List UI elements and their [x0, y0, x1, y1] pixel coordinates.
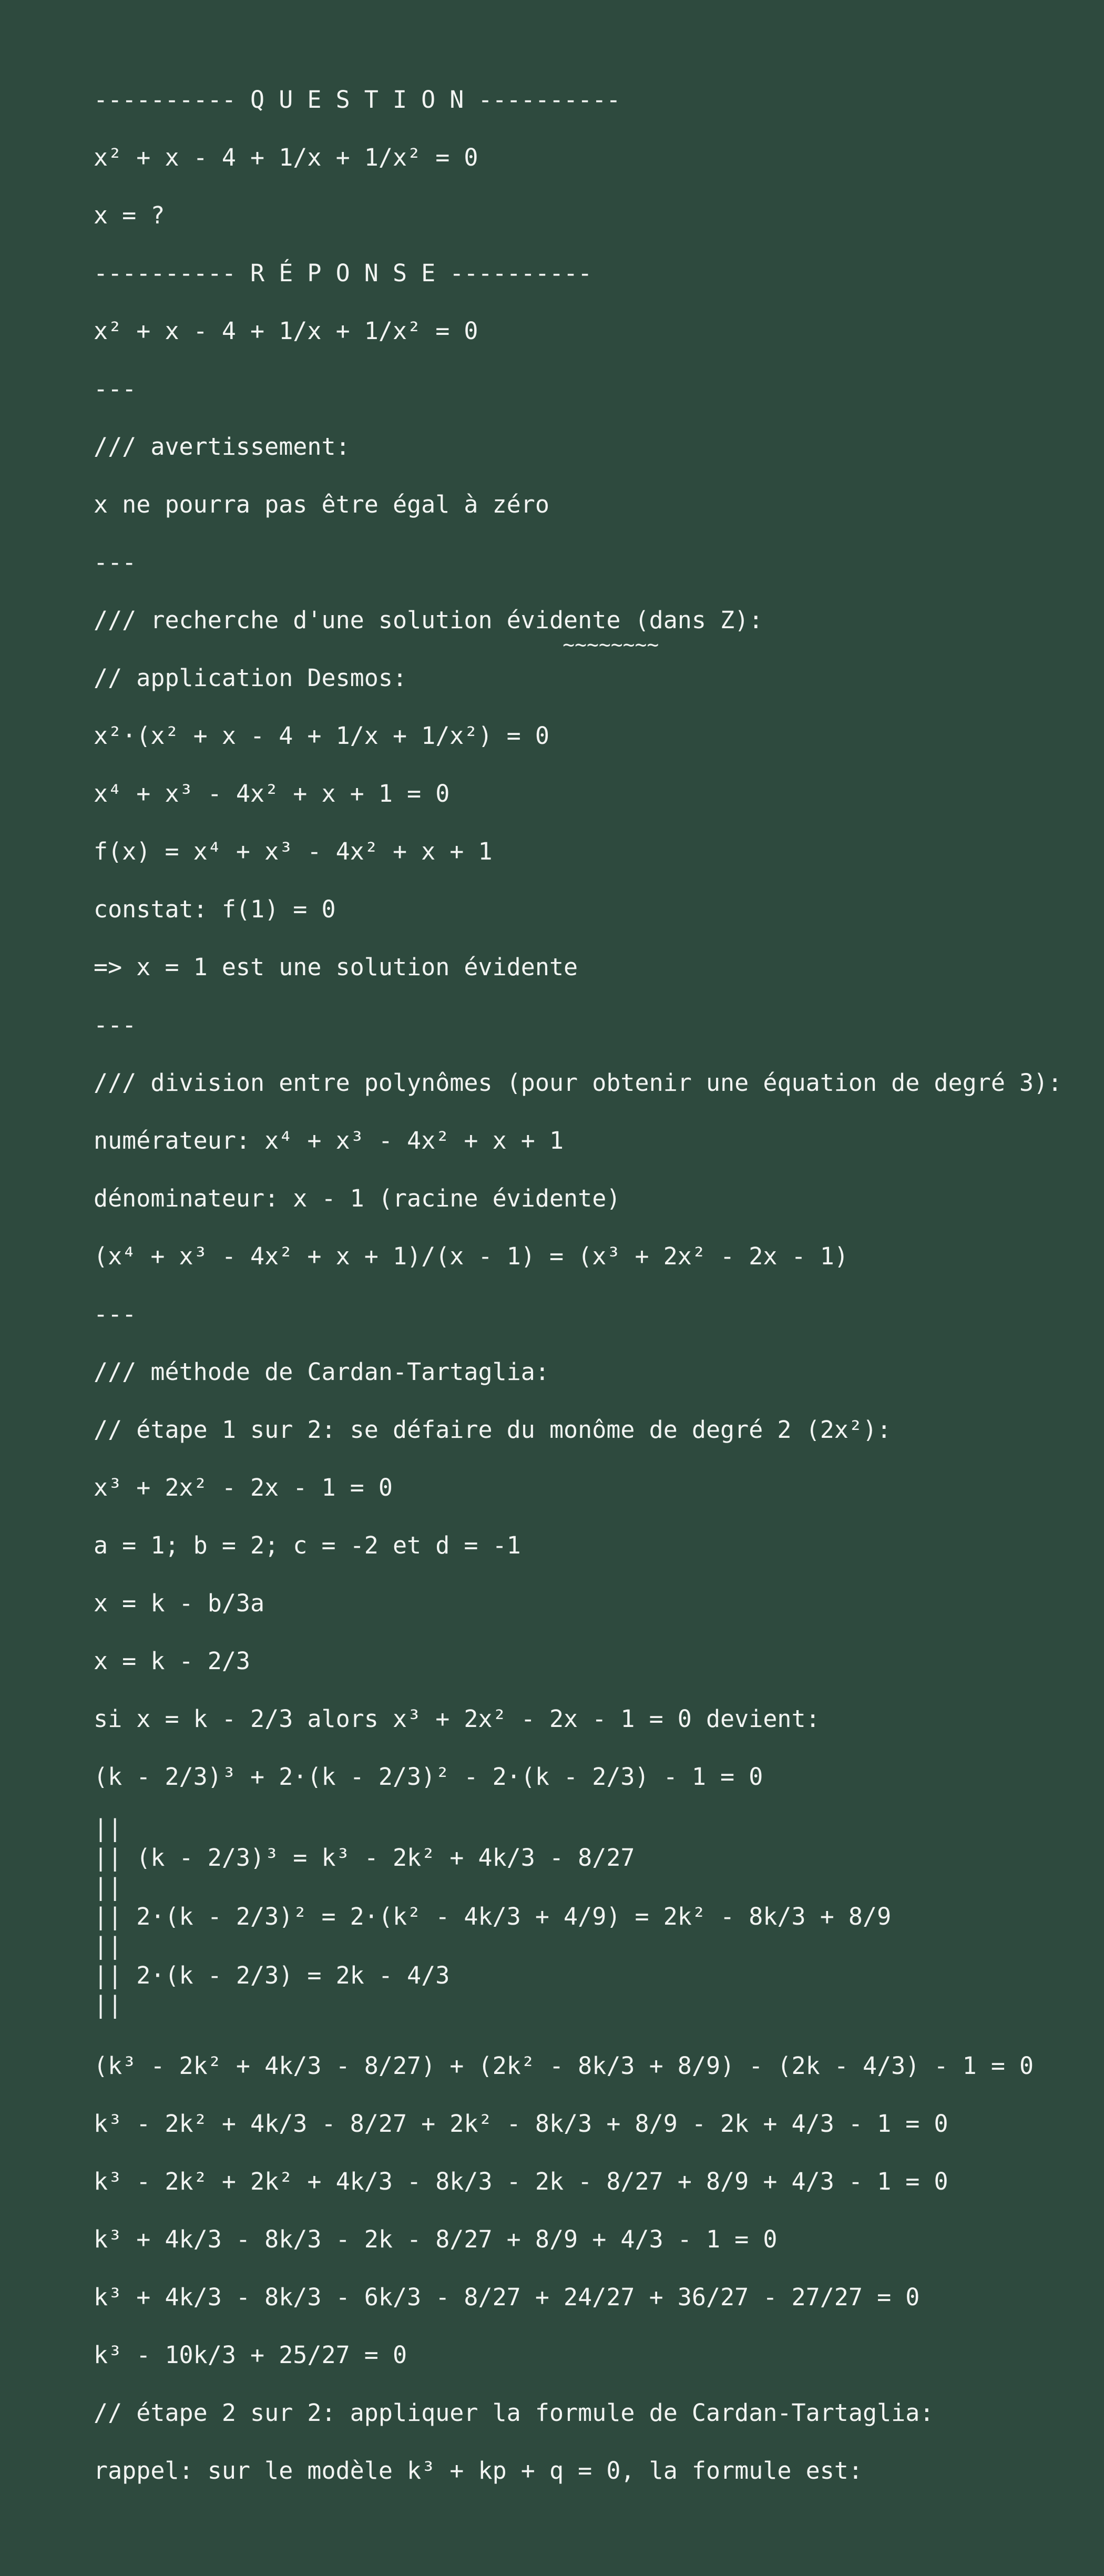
bracket-bar: || — [94, 1814, 122, 1842]
equation-line: k³ - 2k² + 4k/3 - 8/27 + 2k² - 8k/3 + 8/9 - 2k + 4/3 - 1 = 0 — [94, 2110, 948, 2138]
separator: --- — [94, 1011, 137, 1039]
observation-line: constat: f(1) = 0 — [94, 895, 336, 923]
substitution-line: x = k - 2/3 — [94, 1647, 251, 1675]
separator: --- — [94, 1300, 137, 1328]
equation-line: k³ - 2k² + 2k² + 4k/3 - 8k/3 - 2k - 8/27 + 8/9 + 4/3 - 1 = 0 — [94, 2168, 948, 2195]
denominator-line: dénominateur: x - 1 (racine évidente) — [94, 1184, 621, 1212]
division-heading: /// division entre polynômes (pour obtenir une équation de degré 3): — [94, 1069, 1062, 1097]
step2-comment: // étape 2 sur 2: appliquer la formule de Cardan-Tartaglia: — [94, 2399, 934, 2427]
transform-line: si x = k - 2/3 alors x³ + 2x² - 2x - 1 = 0 devient: — [94, 1705, 820, 1733]
warning-heading: /// avertissement: — [94, 433, 350, 461]
bracket-bar: || — [94, 1873, 122, 1901]
bracket-bar: || — [94, 1991, 122, 2019]
coefficients-line: a = 1; b = 2; c = -2 et d = -1 — [94, 1531, 521, 1559]
numerator-line: numérateur: x⁴ + x³ - 4x² + x + 1 — [94, 1127, 564, 1154]
question-prompt: x = ? — [94, 201, 165, 229]
tilde-underline: ~~~~~~~~ — [94, 633, 659, 656]
question-header: ---------- Q U E S T I O N ---------- — [94, 86, 621, 114]
depressed-cubic-line: k³ - 10k/3 + 25/27 = 0 — [94, 2341, 407, 2369]
function-definition: f(x) = x⁴ + x³ - 4x² + x + 1 — [94, 837, 493, 865]
answer-equation: x² + x - 4 + 1/x + 1/x² = 0 — [94, 317, 478, 345]
equation-line: k³ + 4k/3 - 8k/3 - 2k - 8/27 + 8/9 + 4/3 - 1 = 0 — [94, 2225, 778, 2253]
equation-line: k³ + 4k/3 - 8k/3 - 6k/3 - 8/27 + 24/27 + 36/27 - 27/27 = 0 — [94, 2283, 920, 2311]
question-equation: x² + x - 4 + 1/x + 1/x² = 0 — [94, 144, 478, 171]
equation-line: (k - 2/3)³ + 2·(k - 2/3)² - 2·(k - 2/3) - 1 = 0 — [94, 1763, 763, 1791]
expansion-line: || 2·(k - 2/3)² = 2·(k² - 4k/3 + 4/9) = 2k² - 8k/3 + 8/9 — [94, 1903, 892, 1930]
substitution-line: x = k - b/3a — [94, 1589, 265, 1617]
separator: --- — [94, 548, 137, 576]
answer-header: ---------- R É P O N S E ---------- — [94, 259, 592, 287]
separator: --- — [94, 375, 137, 403]
expansion-line: || 2·(k - 2/3) = 2k - 4/3 — [94, 1961, 450, 1989]
bracket-bar: || — [94, 1932, 122, 1960]
search-heading: /// recherche d'une solution évidente (dans Z): — [94, 606, 763, 634]
warning-text: x ne pourra pas être égal à zéro — [94, 490, 549, 518]
expansion-line: || (k - 2/3)³ = k³ - 2k² + 4k/3 - 8/27 — [94, 1844, 635, 1872]
equation-line: x⁴ + x³ - 4x² + x + 1 = 0 — [94, 780, 450, 807]
equation-line: x³ + 2x² - 2x - 1 = 0 — [94, 1474, 393, 1501]
desmos-comment: // application Desmos: — [94, 664, 407, 692]
obvious-solution-line: => x = 1 est une solution évidente — [94, 953, 578, 981]
division-result-line: (x⁴ + x³ - 4x² + x + 1)/(x - 1) = (x³ + 2x² - 2x - 1) — [94, 1242, 849, 1270]
reminder-line: rappel: sur le modèle k³ + kp + q = 0, la formule est: — [94, 2457, 863, 2485]
step1-comment: // étape 1 sur 2: se défaire du monôme de degré 2 (2x²): — [94, 1416, 892, 1444]
cardan-heading: /// méthode de Cardan-Tartaglia: — [94, 1358, 549, 1386]
equation-line: (k³ - 2k² + 4k/3 - 8/27) + (2k² - 8k/3 + 8/9) - (2k - 4/3) - 1 = 0 — [94, 2052, 1034, 2080]
equation-line: x²·(x² + x - 4 + 1/x + 1/x²) = 0 — [94, 722, 549, 750]
